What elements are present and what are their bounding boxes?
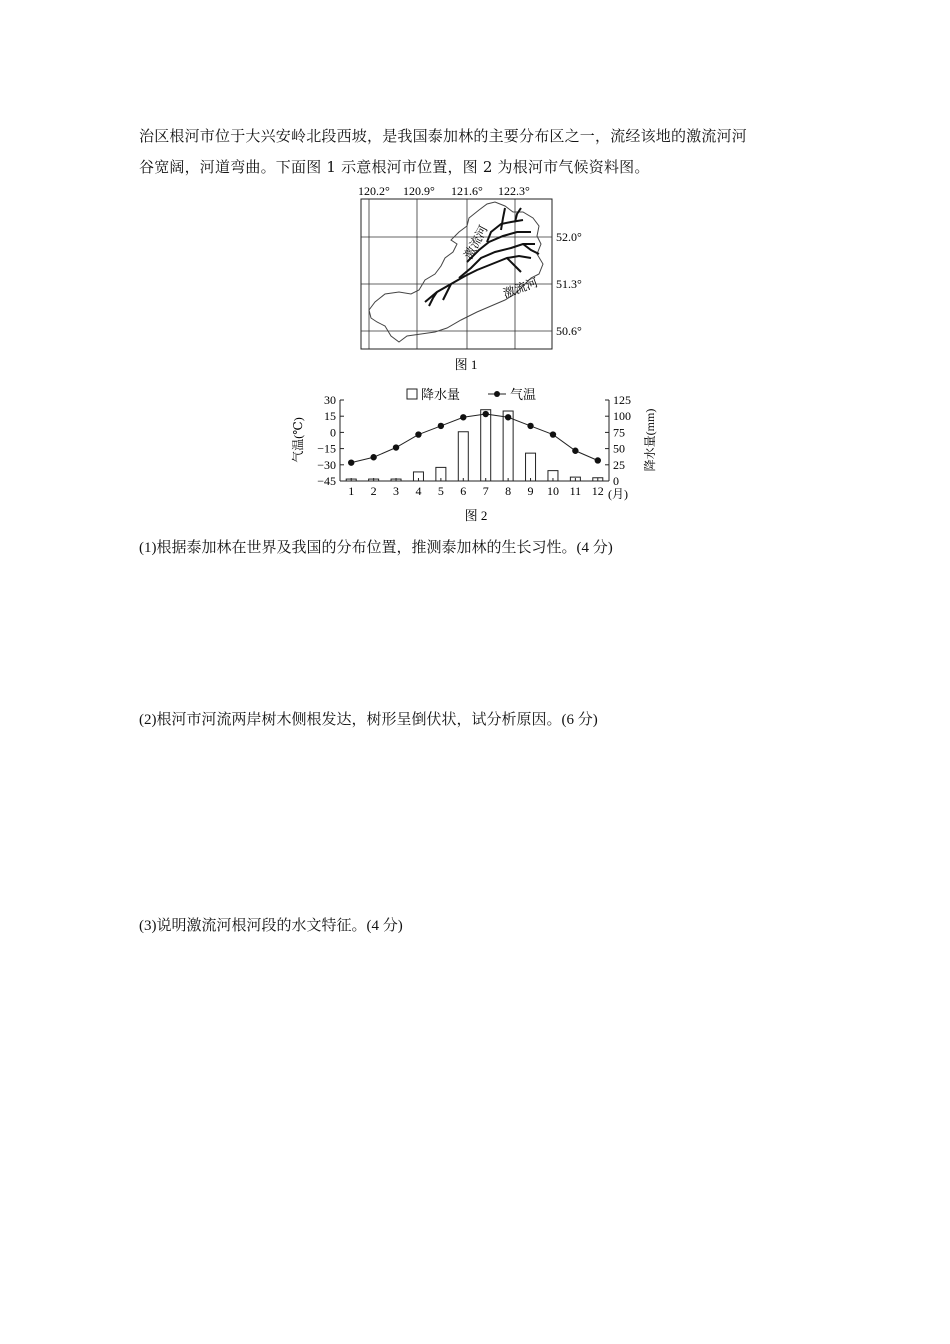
temperature-point bbox=[527, 423, 533, 429]
intro-line-1: 治区根河市位于大兴安岭北段西坡，是我国泰加林的主要分布区之一，流经该地的激流河河 bbox=[139, 127, 748, 145]
left-tick-label: 30 bbox=[324, 393, 336, 407]
right-tick-label: 0 bbox=[613, 474, 619, 488]
temperature-point bbox=[550, 431, 556, 437]
precipitation-bars bbox=[346, 410, 603, 481]
temperature-line bbox=[348, 411, 601, 466]
x-tick-label: 11 bbox=[569, 484, 582, 498]
x-tick-label: 10 bbox=[546, 484, 559, 498]
temperature-point bbox=[572, 448, 578, 454]
temperature-point bbox=[415, 431, 421, 437]
intro-paragraph bbox=[139, 121, 819, 183]
precip-bar bbox=[526, 453, 536, 481]
temperature-point bbox=[393, 444, 399, 450]
question-3: (3)说明激流河根河段的水文特征。(4 分) bbox=[139, 918, 403, 934]
lat-label: 52.0° bbox=[556, 230, 582, 244]
river-label: 激流河 bbox=[501, 275, 540, 301]
temperature-point bbox=[460, 414, 466, 420]
figure-2-caption: 图 2 bbox=[464, 508, 488, 523]
lat-label: 50.6° bbox=[556, 324, 582, 338]
x-tick-label: 7 bbox=[482, 484, 489, 498]
map-frame bbox=[361, 199, 552, 349]
x-tick-label: 12 bbox=[591, 484, 604, 498]
temperature-point bbox=[370, 454, 376, 460]
left-tick-label: −30 bbox=[317, 457, 336, 472]
figure-1-caption: 图 1 bbox=[454, 357, 478, 372]
x-axis-unit: (月) bbox=[608, 487, 628, 501]
left-tick-label: 0 bbox=[330, 425, 336, 440]
x-tick-label: 9 bbox=[527, 484, 534, 498]
legend-line-marker bbox=[494, 391, 500, 397]
precip-bar bbox=[458, 432, 468, 481]
city-boundary bbox=[369, 202, 543, 342]
lon-label: 122.3° bbox=[498, 184, 530, 198]
x-tick-label: 4 bbox=[415, 484, 422, 498]
legend-line-label: 气温 bbox=[510, 387, 537, 402]
legend-bar-label: 降水量 bbox=[421, 387, 461, 402]
question-2: (2)根河市河流两岸树木侧根发达，树形呈倒伏状，试分析原因。(6 分) bbox=[139, 712, 598, 728]
right-axis-title: 降水量(mm) bbox=[643, 408, 657, 472]
temperature-point bbox=[438, 423, 444, 429]
figure-1-map bbox=[355, 182, 605, 374]
left-axis-title: 气温(℃) bbox=[291, 417, 305, 463]
x-tick-label: 8 bbox=[505, 484, 512, 498]
left-tick-label: −15 bbox=[317, 441, 336, 456]
temperature-point bbox=[348, 459, 354, 465]
right-tick-label: 25 bbox=[613, 457, 625, 472]
right-tick-label: 75 bbox=[613, 425, 625, 440]
temperature-point bbox=[595, 457, 601, 463]
x-tick-label: 6 bbox=[460, 484, 467, 498]
chart-legend bbox=[407, 387, 536, 402]
temperature-polyline bbox=[351, 414, 598, 463]
precip-bar bbox=[481, 410, 491, 481]
right-tick-label: 100 bbox=[613, 409, 631, 424]
temperature-point bbox=[483, 411, 489, 417]
left-tick-label: 15 bbox=[324, 409, 336, 424]
lon-label: 120.2° bbox=[358, 184, 390, 198]
x-tick-label: 2 bbox=[370, 484, 377, 498]
figure-2-climate-chart bbox=[280, 380, 680, 530]
lon-label: 121.6° bbox=[451, 184, 483, 198]
question-1: (1)根据泰加林在世界及我国的分布位置，推测泰加林的生长习性。(4 分) bbox=[139, 540, 613, 556]
x-tick-label: 5 bbox=[437, 484, 444, 498]
lat-label: 51.3° bbox=[556, 277, 582, 291]
right-tick-label: 50 bbox=[613, 441, 625, 456]
river-label: 激流河 bbox=[461, 223, 491, 262]
precip-bar bbox=[503, 411, 513, 481]
lon-label: 120.9° bbox=[403, 184, 435, 198]
legend-bar-swatch bbox=[407, 389, 417, 399]
x-tick-label: 3 bbox=[393, 484, 400, 498]
temperature-point bbox=[505, 414, 511, 420]
x-tick-label: 1 bbox=[348, 484, 355, 498]
right-tick-label: 125 bbox=[613, 393, 631, 407]
map-grid bbox=[361, 199, 552, 349]
intro-line-2: 谷宽阔，河道弯曲。下面图 1 示意根河市位置，图 2 为根河市气候资料图。 bbox=[139, 158, 650, 176]
left-tick-label: −45 bbox=[317, 474, 336, 488]
